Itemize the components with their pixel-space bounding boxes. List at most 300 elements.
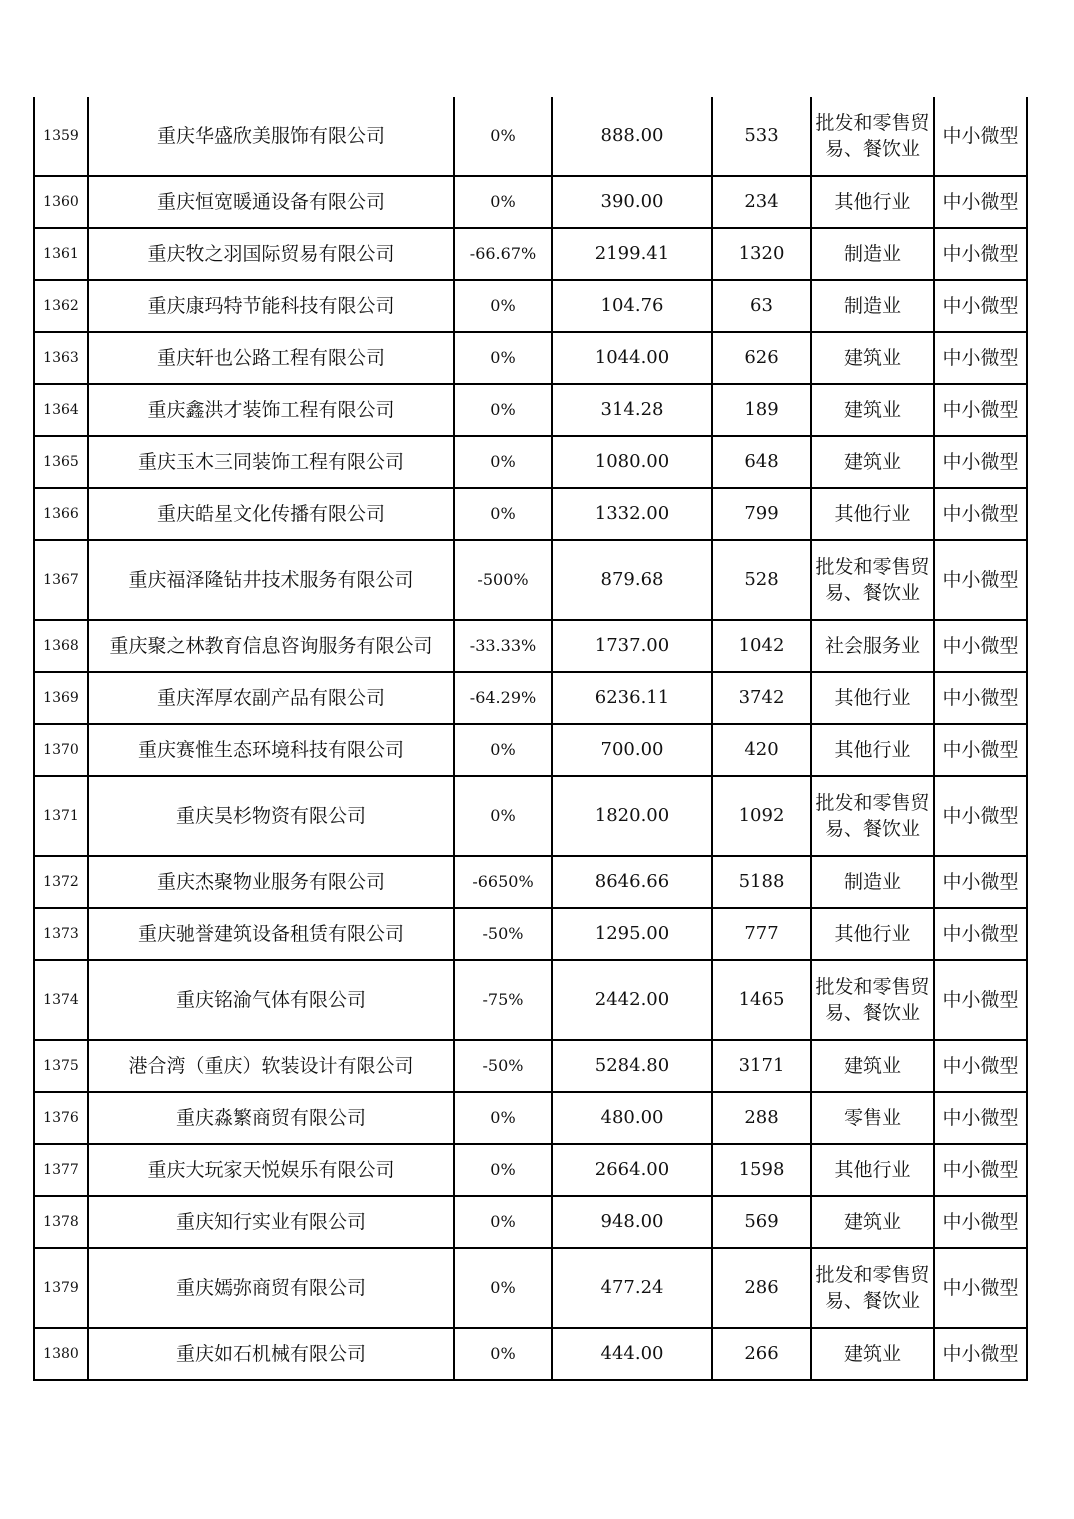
count-value xyxy=(712,97,811,176)
count-value xyxy=(712,620,811,672)
company-name-text: 港合湾（重庆）软装设计有限公司 xyxy=(128,1055,414,1077)
company-name-text: 重庆福泽隆钻井技术服务有限公司 xyxy=(128,569,414,591)
change-percent-text: -50% xyxy=(482,924,524,943)
company-name-text: 重庆轩也公路工程有限公司 xyxy=(156,347,385,369)
enterprise-size xyxy=(934,776,1027,856)
amount-value xyxy=(552,960,712,1040)
row-number xyxy=(34,488,88,540)
amount-value xyxy=(552,620,712,672)
company-name-text: 重庆知行实业有限公司 xyxy=(175,1211,366,1233)
enterprise-size-text: 中小微型 xyxy=(942,1277,1019,1299)
change-percent xyxy=(454,1092,552,1144)
row-number xyxy=(34,176,88,228)
amount-value xyxy=(552,1328,712,1380)
industry-category-text: 建筑业 xyxy=(843,1055,901,1077)
enterprise-size-text: 中小微型 xyxy=(942,243,1019,265)
count-value-text: 533 xyxy=(744,125,779,146)
amount-value-text: 1080.00 xyxy=(594,451,670,472)
row-number xyxy=(34,436,88,488)
industry-category-text: 零售业 xyxy=(843,1107,901,1129)
amount-value-text: 948.00 xyxy=(600,1211,664,1232)
count-value xyxy=(712,1040,811,1092)
enterprise-size-text: 中小微型 xyxy=(942,347,1019,369)
change-percent-text: 0% xyxy=(490,452,516,471)
count-value-text: 234 xyxy=(744,191,779,212)
table-row xyxy=(34,1040,1027,1092)
table-row xyxy=(34,908,1027,960)
count-value-text: 189 xyxy=(744,399,779,420)
company-name-text: 重庆浑厚农副产品有限公司 xyxy=(156,687,385,709)
amount-value xyxy=(552,488,712,540)
amount-value-text: 444.00 xyxy=(600,1343,664,1364)
company-name-text: 重庆赛惟生态环境科技有限公司 xyxy=(137,739,404,761)
amount-value xyxy=(552,540,712,620)
enterprise-size xyxy=(934,228,1027,280)
count-value xyxy=(712,280,811,332)
company-name xyxy=(88,1040,454,1092)
change-percent-text: 0% xyxy=(490,192,516,211)
industry-category xyxy=(811,1328,934,1380)
industry-category-text: 其他行业 xyxy=(834,687,911,709)
count-value xyxy=(712,672,811,724)
change-percent xyxy=(454,1328,552,1380)
count-value-text: 420 xyxy=(744,739,779,760)
count-value xyxy=(712,436,811,488)
table-row xyxy=(34,1144,1027,1196)
table-row xyxy=(34,856,1027,908)
count-value-text: 528 xyxy=(744,569,779,590)
industry-category xyxy=(811,724,934,776)
row-number-text: 1366 xyxy=(43,506,79,522)
row-number xyxy=(34,1328,88,1380)
amount-value xyxy=(552,97,712,176)
row-number xyxy=(34,1248,88,1328)
amount-value-text: 879.68 xyxy=(600,569,664,590)
enterprise-size xyxy=(934,332,1027,384)
company-name-text: 重庆恒宽暖通设备有限公司 xyxy=(156,191,385,213)
industry-category-text: 批发和零售贸易、餐饮业 xyxy=(815,1264,930,1312)
company-name-text: 重庆杰聚物业服务有限公司 xyxy=(156,871,385,893)
company-name xyxy=(88,280,454,332)
amount-value-text: 1332.00 xyxy=(594,503,670,524)
company-name xyxy=(88,856,454,908)
table-row xyxy=(34,672,1027,724)
count-value-text: 777 xyxy=(744,923,779,944)
count-value xyxy=(712,776,811,856)
company-name-text: 重庆嫣弥商贸有限公司 xyxy=(175,1277,366,1299)
count-value xyxy=(712,540,811,620)
row-number xyxy=(34,724,88,776)
count-value xyxy=(712,1092,811,1144)
company-name-text: 重庆聚之林教育信息咨询服务有限公司 xyxy=(109,635,433,657)
amount-value-text: 1044.00 xyxy=(594,347,670,368)
change-percent xyxy=(454,1040,552,1092)
industry-category xyxy=(811,176,934,228)
amount-value-text: 5284.80 xyxy=(594,1055,670,1076)
enterprise-size-text: 中小微型 xyxy=(942,687,1019,709)
company-name xyxy=(88,97,454,176)
row-number xyxy=(34,1144,88,1196)
enterprise-size-text: 中小微型 xyxy=(942,989,1019,1011)
industry-category xyxy=(811,228,934,280)
company-name-text: 重庆皓星文化传播有限公司 xyxy=(156,503,385,525)
change-percent xyxy=(454,280,552,332)
company-name-text: 重庆康玛特节能科技有限公司 xyxy=(147,295,395,317)
company-name xyxy=(88,436,454,488)
count-value-text: 799 xyxy=(744,503,779,524)
amount-value xyxy=(552,1040,712,1092)
count-value-text: 266 xyxy=(744,1343,779,1364)
change-percent xyxy=(454,332,552,384)
company-name xyxy=(88,1328,454,1380)
change-percent-text: 0% xyxy=(490,296,516,315)
row-number xyxy=(34,97,88,176)
row-number-text: 1363 xyxy=(43,350,79,366)
count-value-text: 3742 xyxy=(738,687,785,708)
change-percent-text: -500% xyxy=(477,570,529,589)
table-row xyxy=(34,1196,1027,1248)
count-value-text: 648 xyxy=(744,451,779,472)
amount-value-text: 2664.00 xyxy=(594,1159,670,1180)
company-name xyxy=(88,724,454,776)
enterprise-size-text: 中小微型 xyxy=(942,295,1019,317)
change-percent-text: -66.67% xyxy=(469,244,537,263)
count-value xyxy=(712,228,811,280)
row-number xyxy=(34,908,88,960)
enterprise-size-text: 中小微型 xyxy=(942,1159,1019,1181)
change-percent-text: -75% xyxy=(482,990,524,1009)
change-percent-text: 0% xyxy=(490,1344,516,1363)
change-percent xyxy=(454,672,552,724)
table-row xyxy=(34,488,1027,540)
amount-value xyxy=(552,332,712,384)
row-number-text: 1359 xyxy=(43,128,79,144)
company-name xyxy=(88,776,454,856)
amount-value-text: 314.28 xyxy=(600,399,664,420)
enterprise-size xyxy=(934,384,1027,436)
amount-value-text: 888.00 xyxy=(600,125,664,146)
row-number-text: 1368 xyxy=(43,638,79,654)
change-percent xyxy=(454,488,552,540)
industry-category xyxy=(811,908,934,960)
amount-value xyxy=(552,436,712,488)
table-row xyxy=(34,540,1027,620)
enterprise-size xyxy=(934,672,1027,724)
industry-category-text: 社会服务业 xyxy=(824,635,920,657)
row-number-text: 1361 xyxy=(43,246,79,262)
row-number xyxy=(34,1040,88,1092)
count-value xyxy=(712,856,811,908)
company-name xyxy=(88,1144,454,1196)
company-name xyxy=(88,540,454,620)
row-number-text: 1373 xyxy=(43,926,79,942)
row-number xyxy=(34,1092,88,1144)
amount-value-text: 1820.00 xyxy=(594,805,670,826)
company-name xyxy=(88,960,454,1040)
enterprise-size xyxy=(934,1328,1027,1380)
count-value-text: 3171 xyxy=(738,1055,785,1076)
count-value-text: 1092 xyxy=(738,805,785,826)
row-number-text: 1371 xyxy=(43,808,79,824)
industry-category xyxy=(811,1196,934,1248)
row-number-text: 1364 xyxy=(43,402,79,418)
count-value xyxy=(712,1328,811,1380)
change-percent xyxy=(454,724,552,776)
amount-value xyxy=(552,228,712,280)
enterprise-size-text: 中小微型 xyxy=(942,871,1019,893)
count-value-text: 286 xyxy=(744,1277,779,1298)
row-number-text: 1380 xyxy=(43,1346,79,1362)
change-percent xyxy=(454,540,552,620)
row-number-text: 1367 xyxy=(43,572,79,588)
enterprise-size-text: 中小微型 xyxy=(942,739,1019,761)
row-number-text: 1369 xyxy=(43,690,79,706)
count-value xyxy=(712,384,811,436)
change-percent xyxy=(454,436,552,488)
company-name-text: 重庆昊杉物资有限公司 xyxy=(175,805,366,827)
industry-category-text: 其他行业 xyxy=(834,923,911,945)
change-percent xyxy=(454,1248,552,1328)
row-number xyxy=(34,1196,88,1248)
row-number-text: 1378 xyxy=(43,1214,79,1230)
amount-value-text: 1737.00 xyxy=(594,635,670,656)
enterprise-size-text: 中小微型 xyxy=(942,1055,1019,1077)
enterprise-table xyxy=(33,97,1028,1381)
row-number xyxy=(34,280,88,332)
enterprise-size-text: 中小微型 xyxy=(942,191,1019,213)
industry-category xyxy=(811,488,934,540)
change-percent-text: 0% xyxy=(490,126,516,145)
amount-value xyxy=(552,1248,712,1328)
change-percent-text: 0% xyxy=(490,504,516,523)
change-percent xyxy=(454,856,552,908)
enterprise-size-text: 中小微型 xyxy=(942,125,1019,147)
change-percent-text: 0% xyxy=(490,1212,516,1231)
row-number-text: 1370 xyxy=(43,742,79,758)
count-value-text: 1465 xyxy=(738,989,785,1010)
industry-category xyxy=(811,1248,934,1328)
row-number-text: 1375 xyxy=(43,1058,79,1074)
amount-value-text: 477.24 xyxy=(600,1277,664,1298)
change-percent xyxy=(454,1196,552,1248)
enterprise-size xyxy=(934,724,1027,776)
industry-category xyxy=(811,960,934,1040)
change-percent xyxy=(454,1144,552,1196)
company-name xyxy=(88,332,454,384)
company-name xyxy=(88,488,454,540)
company-name-text: 重庆淼繁商贸有限公司 xyxy=(175,1107,366,1129)
company-name-text: 重庆鑫洪才装饰工程有限公司 xyxy=(147,399,395,421)
table-row xyxy=(34,776,1027,856)
row-number-text: 1362 xyxy=(43,298,79,314)
industry-category-text: 建筑业 xyxy=(843,1211,901,1233)
company-name xyxy=(88,228,454,280)
change-percent xyxy=(454,776,552,856)
company-name xyxy=(88,1248,454,1328)
enterprise-size xyxy=(934,176,1027,228)
row-number-text: 1365 xyxy=(43,454,79,470)
industry-category-text: 其他行业 xyxy=(834,739,911,761)
table-row xyxy=(34,724,1027,776)
amount-value xyxy=(552,908,712,960)
amount-value-text: 2442.00 xyxy=(594,989,670,1010)
industry-category xyxy=(811,776,934,856)
count-value-text: 626 xyxy=(744,347,779,368)
row-number xyxy=(34,332,88,384)
count-value xyxy=(712,1196,811,1248)
industry-category-text: 批发和零售贸易、餐饮业 xyxy=(815,112,930,160)
table-row xyxy=(34,280,1027,332)
enterprise-size xyxy=(934,908,1027,960)
company-name xyxy=(88,672,454,724)
enterprise-size xyxy=(934,280,1027,332)
industry-category xyxy=(811,97,934,176)
amount-value-text: 8646.66 xyxy=(594,871,670,892)
count-value xyxy=(712,332,811,384)
change-percent-text: 0% xyxy=(490,348,516,367)
change-percent-text: 0% xyxy=(490,400,516,419)
enterprise-size xyxy=(934,540,1027,620)
count-value xyxy=(712,960,811,1040)
enterprise-size-text: 中小微型 xyxy=(942,1211,1019,1233)
count-value xyxy=(712,724,811,776)
count-value-text: 1042 xyxy=(738,635,785,656)
company-name xyxy=(88,620,454,672)
change-percent xyxy=(454,620,552,672)
amount-value xyxy=(552,1196,712,1248)
company-name xyxy=(88,384,454,436)
amount-value xyxy=(552,672,712,724)
change-percent xyxy=(454,384,552,436)
row-number-text: 1360 xyxy=(43,194,79,210)
change-percent-text: 0% xyxy=(490,806,516,825)
amount-value xyxy=(552,280,712,332)
industry-category xyxy=(811,1092,934,1144)
table-row xyxy=(34,436,1027,488)
count-value-text: 1320 xyxy=(738,243,785,264)
count-value xyxy=(712,488,811,540)
industry-category xyxy=(811,1144,934,1196)
amount-value-text: 390.00 xyxy=(600,191,664,212)
enterprise-size xyxy=(934,856,1027,908)
table-row xyxy=(34,1328,1027,1380)
company-name xyxy=(88,1092,454,1144)
row-number xyxy=(34,672,88,724)
table-row xyxy=(34,332,1027,384)
enterprise-size xyxy=(934,97,1027,176)
table-row xyxy=(34,620,1027,672)
company-name-text: 重庆玉木三同装饰工程有限公司 xyxy=(137,451,404,473)
amount-value-text: 700.00 xyxy=(600,739,664,760)
amount-value xyxy=(552,176,712,228)
table-row xyxy=(34,1248,1027,1328)
industry-category xyxy=(811,332,934,384)
industry-category xyxy=(811,436,934,488)
amount-value xyxy=(552,1092,712,1144)
change-percent xyxy=(454,176,552,228)
enterprise-size xyxy=(934,1144,1027,1196)
company-name-text: 重庆华盛欣美服饰有限公司 xyxy=(156,125,385,147)
industry-category xyxy=(811,280,934,332)
amount-value xyxy=(552,384,712,436)
count-value-text: 63 xyxy=(750,295,773,316)
row-number-text: 1374 xyxy=(43,992,79,1008)
amount-value xyxy=(552,1144,712,1196)
enterprise-size xyxy=(934,488,1027,540)
industry-category xyxy=(811,856,934,908)
industry-category-text: 批发和零售贸易、餐饮业 xyxy=(815,976,930,1024)
count-value xyxy=(712,1144,811,1196)
change-percent-text: -50% xyxy=(482,1056,524,1075)
count-value-text: 5188 xyxy=(738,871,785,892)
row-number xyxy=(34,776,88,856)
company-name-text: 重庆驰誉建筑设备租赁有限公司 xyxy=(137,923,404,945)
company-name-text: 重庆如石机械有限公司 xyxy=(175,1343,366,1365)
count-value-text: 288 xyxy=(744,1107,779,1128)
industry-category-text: 制造业 xyxy=(843,243,901,265)
row-number xyxy=(34,540,88,620)
industry-category-text: 制造业 xyxy=(843,295,901,317)
row-number xyxy=(34,228,88,280)
industry-category-text: 建筑业 xyxy=(843,1343,901,1365)
row-number-text: 1372 xyxy=(43,874,79,890)
industry-category-text: 建筑业 xyxy=(843,399,901,421)
change-percent xyxy=(454,228,552,280)
company-name xyxy=(88,1196,454,1248)
enterprise-size-text: 中小微型 xyxy=(942,1343,1019,1365)
industry-category-text: 建筑业 xyxy=(843,347,901,369)
table-row xyxy=(34,384,1027,436)
table-row xyxy=(34,176,1027,228)
enterprise-size xyxy=(934,1092,1027,1144)
amount-value-text: 1295.00 xyxy=(594,923,670,944)
enterprise-size xyxy=(934,620,1027,672)
industry-category-text: 建筑业 xyxy=(843,451,901,473)
industry-category xyxy=(811,384,934,436)
industry-category xyxy=(811,540,934,620)
enterprise-size xyxy=(934,1248,1027,1328)
row-number xyxy=(34,620,88,672)
change-percent-text: -6650% xyxy=(472,872,534,891)
count-value-text: 1598 xyxy=(738,1159,785,1180)
enterprise-size xyxy=(934,1040,1027,1092)
row-number xyxy=(34,856,88,908)
industry-category xyxy=(811,620,934,672)
change-percent-text: -64.29% xyxy=(469,688,537,707)
count-value xyxy=(712,1248,811,1328)
enterprise-size-text: 中小微型 xyxy=(942,1107,1019,1129)
amount-value-text: 6236.11 xyxy=(594,687,670,708)
amount-value-text: 480.00 xyxy=(600,1107,664,1128)
enterprise-size xyxy=(934,1196,1027,1248)
industry-category-text: 其他行业 xyxy=(834,191,911,213)
row-number-text: 1379 xyxy=(43,1280,79,1296)
change-percent-text: 0% xyxy=(490,1160,516,1179)
company-name xyxy=(88,908,454,960)
change-percent-text: -33.33% xyxy=(469,636,537,655)
company-name-text: 重庆大玩家天悦娱乐有限公司 xyxy=(147,1159,395,1181)
enterprise-size-text: 中小微型 xyxy=(942,635,1019,657)
table-row xyxy=(34,228,1027,280)
enterprise-size-text: 中小微型 xyxy=(942,805,1019,827)
table-row xyxy=(34,960,1027,1040)
industry-category xyxy=(811,1040,934,1092)
amount-value xyxy=(552,724,712,776)
change-percent xyxy=(454,908,552,960)
company-name-text: 重庆牧之羽国际贸易有限公司 xyxy=(147,243,395,265)
industry-category-text: 其他行业 xyxy=(834,1159,911,1181)
enterprise-size xyxy=(934,436,1027,488)
